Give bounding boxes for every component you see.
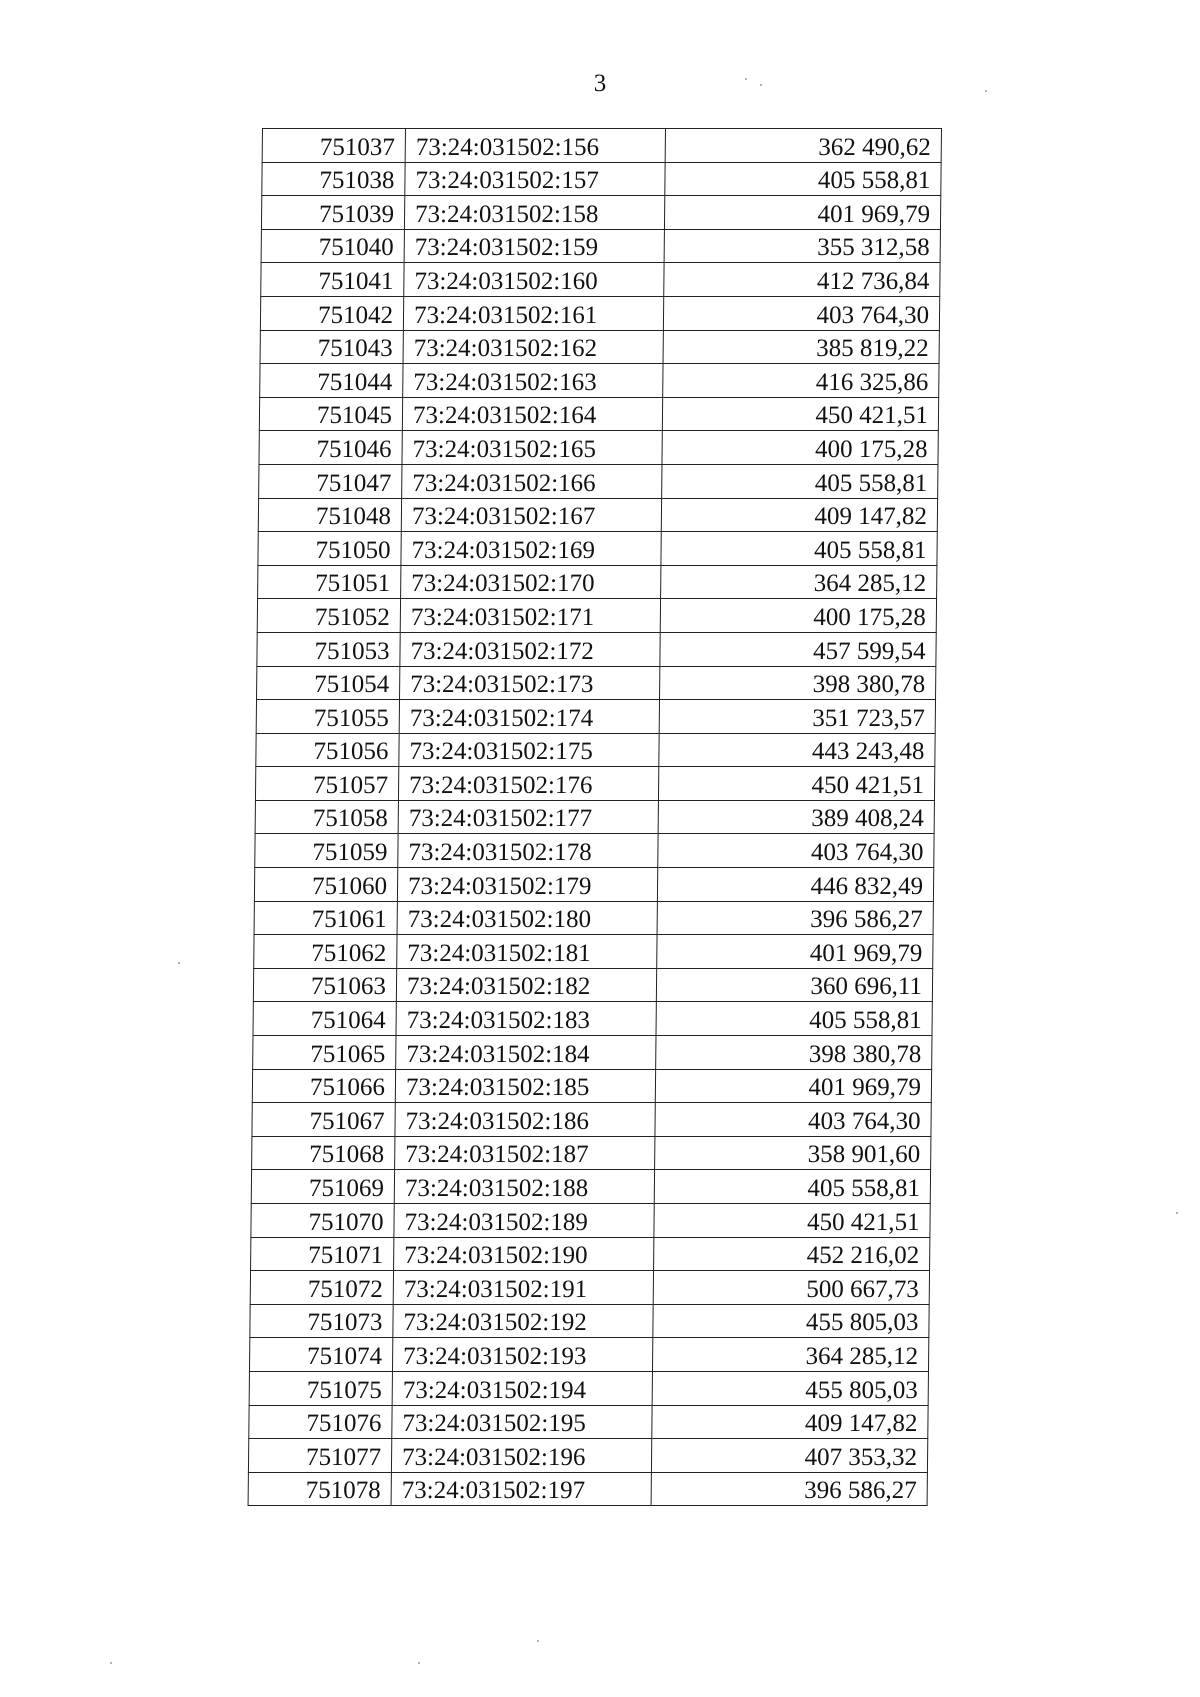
object-code-cell: 751046 xyxy=(259,431,402,465)
table-row xyxy=(261,196,940,230)
cadastral-number-cell: 73:24:031502:189 xyxy=(394,1204,654,1238)
object-code-cell: 751039 xyxy=(261,196,404,230)
table-row xyxy=(260,330,939,364)
cadastral-number-cell: 73:24:031502:187 xyxy=(395,1136,655,1170)
cadastral-number-cell: 73:24:031502:194 xyxy=(392,1371,652,1405)
object-code-cell: 751060 xyxy=(254,868,397,902)
table-row xyxy=(254,868,933,902)
object-code-cell: 751044 xyxy=(260,364,403,398)
cadastral-value-cell: 403 764,30 xyxy=(655,1103,931,1137)
cadastral-value-cell: 455 805,03 xyxy=(653,1304,929,1338)
cadastral-value-table xyxy=(248,128,942,1506)
cadastral-number-cell: 73:24:031502:169 xyxy=(401,532,661,566)
table-row xyxy=(255,767,934,801)
object-code-cell: 751065 xyxy=(253,1036,396,1070)
object-code-cell: 751073 xyxy=(250,1304,393,1338)
cadastral-number-cell: 73:24:031502:171 xyxy=(400,599,660,633)
cadastral-value-cell: 398 380,78 xyxy=(656,1036,932,1070)
scan-speck xyxy=(760,84,762,86)
table-row xyxy=(251,1170,930,1204)
table-row xyxy=(258,532,937,566)
table-row xyxy=(262,162,941,196)
table-row xyxy=(250,1271,929,1305)
cadastral-number-cell: 73:24:031502:180 xyxy=(397,901,657,935)
object-code-cell: 751064 xyxy=(253,1002,396,1036)
cadastral-number-cell: 73:24:031502:161 xyxy=(403,296,663,330)
table-row xyxy=(250,1304,929,1338)
table-row xyxy=(253,1036,932,1070)
cadastral-value-cell: 455 805,03 xyxy=(652,1371,928,1405)
cadastral-value-cell: 396 586,27 xyxy=(657,901,933,935)
table-row xyxy=(253,968,932,1002)
object-code-cell: 751052 xyxy=(257,599,400,633)
cadastral-value-cell: 403 764,30 xyxy=(663,296,939,330)
scan-speck xyxy=(985,90,987,92)
cadastral-value-cell: 401 969,79 xyxy=(664,196,940,230)
cadastral-number-cell: 73:24:031502:185 xyxy=(395,1069,655,1103)
object-code-cell: 751075 xyxy=(249,1371,392,1405)
object-code-cell: 751043 xyxy=(260,330,403,364)
cadastral-value-cell: 396 586,27 xyxy=(651,1472,927,1506)
cadastral-number-cell: 73:24:031502:163 xyxy=(403,364,663,398)
cadastral-value-cell: 405 558,81 xyxy=(654,1170,930,1204)
cadastral-value-cell: 446 832,49 xyxy=(657,868,933,902)
cadastral-number-cell: 73:24:031502:184 xyxy=(396,1036,656,1070)
table-row xyxy=(252,1069,931,1103)
page-number: 3 xyxy=(593,70,607,97)
table-row xyxy=(262,129,941,163)
cadastral-number-cell: 73:24:031502:170 xyxy=(401,565,661,599)
cadastral-number-cell: 73:24:031502:183 xyxy=(396,1002,656,1036)
table-row xyxy=(256,733,935,767)
table-row xyxy=(248,1472,927,1506)
cadastral-value-cell: 452 216,02 xyxy=(654,1237,930,1271)
cadastral-number-cell: 73:24:031502:159 xyxy=(404,229,664,263)
cadastral-number-cell: 73:24:031502:176 xyxy=(398,767,658,801)
cadastral-value-cell: 358 901,60 xyxy=(655,1136,931,1170)
object-code-cell: 751041 xyxy=(261,263,404,297)
cadastral-value-cell: 416 325,86 xyxy=(663,364,939,398)
cadastral-number-cell: 73:24:031502:175 xyxy=(399,733,659,767)
cadastral-value-cell: 364 285,12 xyxy=(661,565,937,599)
object-code-cell: 751062 xyxy=(254,935,397,969)
table-row xyxy=(259,431,938,465)
object-code-cell: 751061 xyxy=(254,901,397,935)
cadastral-value-cell: 412 736,84 xyxy=(664,263,940,297)
cadastral-value-cell: 443 243,48 xyxy=(659,733,935,767)
object-code-cell: 751038 xyxy=(262,162,405,196)
cadastral-value-cell: 360 696,11 xyxy=(656,968,932,1002)
table-row xyxy=(249,1405,928,1439)
cadastral-number-cell: 73:24:031502:162 xyxy=(403,330,663,364)
cadastral-value-cell: 398 380,78 xyxy=(660,666,936,700)
object-code-cell: 751068 xyxy=(252,1136,395,1170)
object-code-cell: 751067 xyxy=(252,1103,395,1137)
object-code-cell: 751053 xyxy=(257,632,400,666)
cadastral-value-cell: 450 421,51 xyxy=(662,397,938,431)
cadastral-value-cell: 450 421,51 xyxy=(658,767,934,801)
table-row xyxy=(259,397,938,431)
table-row xyxy=(253,1002,932,1036)
cadastral-value-cell: 401 969,79 xyxy=(655,1069,931,1103)
scan-speck xyxy=(178,962,180,964)
cadastral-value-cell: 500 667,73 xyxy=(653,1271,929,1305)
object-code-cell: 751045 xyxy=(259,397,402,431)
object-code-cell: 751048 xyxy=(258,498,401,532)
cadastral-value-cell: 409 147,82 xyxy=(661,498,937,532)
table-row xyxy=(249,1371,928,1405)
cadastral-value-cell: 385 819,22 xyxy=(663,330,939,364)
cadastral-number-cell: 73:24:031502:167 xyxy=(401,498,661,532)
table-row xyxy=(255,834,934,868)
cadastral-value-cell: 405 558,81 xyxy=(661,532,937,566)
table-row xyxy=(258,565,937,599)
table-row xyxy=(254,935,933,969)
table-row xyxy=(252,1103,931,1137)
table-row xyxy=(257,666,936,700)
cadastral-number-cell: 73:24:031502:173 xyxy=(400,666,660,700)
object-code-cell: 751050 xyxy=(258,532,401,566)
cadastral-number-cell: 73:24:031502:177 xyxy=(398,800,658,834)
object-code-cell: 751072 xyxy=(250,1271,393,1305)
cadastral-number-cell: 73:24:031502:181 xyxy=(397,935,657,969)
scan-speck xyxy=(745,78,747,80)
object-code-cell: 751056 xyxy=(256,733,399,767)
object-code-cell: 751058 xyxy=(255,800,398,834)
object-code-cell: 751037 xyxy=(262,129,405,163)
object-code-cell: 751057 xyxy=(255,767,398,801)
object-code-cell: 751063 xyxy=(253,968,396,1002)
cadastral-number-cell: 73:24:031502:193 xyxy=(392,1338,652,1372)
cadastral-number-cell: 73:24:031502:157 xyxy=(405,162,665,196)
object-code-cell: 751078 xyxy=(248,1472,391,1506)
table-row xyxy=(257,599,936,633)
scan-speck xyxy=(110,1662,112,1664)
cadastral-value-cell: 409 147,82 xyxy=(652,1405,928,1439)
cadastral-value-cell: 355 312,58 xyxy=(664,229,940,263)
cadastral-value-cell: 457 599,54 xyxy=(660,632,936,666)
object-code-cell: 751071 xyxy=(251,1237,394,1271)
cadastral-number-cell: 73:24:031502:191 xyxy=(393,1271,653,1305)
object-code-cell: 751076 xyxy=(249,1405,392,1439)
cadastral-number-cell: 73:24:031502:156 xyxy=(405,129,665,163)
cadastral-number-cell: 73:24:031502:188 xyxy=(394,1170,654,1204)
scan-speck xyxy=(537,1640,539,1642)
object-code-cell: 751040 xyxy=(261,229,404,263)
cadastral-value-cell: 450 421,51 xyxy=(654,1204,930,1238)
table-row xyxy=(249,1338,928,1372)
scan-speck xyxy=(418,1662,420,1664)
cadastral-value-cell: 401 969,79 xyxy=(657,935,933,969)
table-row xyxy=(251,1204,930,1238)
cadastral-number-cell: 73:24:031502:186 xyxy=(395,1103,655,1137)
table-row xyxy=(252,1136,931,1170)
cadastral-value-cell: 389 408,24 xyxy=(658,800,934,834)
cadastral-value-cell: 351 723,57 xyxy=(659,700,935,734)
table-body xyxy=(248,129,941,1506)
table-row xyxy=(256,700,935,734)
table-row xyxy=(260,296,939,330)
cadastral-value-cell: 407 353,32 xyxy=(651,1439,927,1473)
object-code-cell: 751074 xyxy=(249,1338,392,1372)
table-row xyxy=(259,464,938,498)
table-row xyxy=(257,632,936,666)
object-code-cell: 751047 xyxy=(259,464,402,498)
cadastral-number-cell: 73:24:031502:164 xyxy=(402,397,662,431)
cadastral-value-cell: 400 175,28 xyxy=(660,599,936,633)
cadastral-number-cell: 73:24:031502:182 xyxy=(396,968,656,1002)
cadastral-value-cell: 405 558,81 xyxy=(662,464,938,498)
table-row xyxy=(254,901,933,935)
object-code-cell: 751070 xyxy=(251,1204,394,1238)
cadastral-number-cell: 73:24:031502:160 xyxy=(404,263,664,297)
object-code-cell: 751069 xyxy=(251,1170,394,1204)
cadastral-number-cell: 73:24:031502:172 xyxy=(400,632,660,666)
cadastral-value-cell: 405 558,81 xyxy=(665,162,941,196)
cadastral-value-cell: 364 285,12 xyxy=(652,1338,928,1372)
cadastral-value-cell: 403 764,30 xyxy=(658,834,934,868)
cadastral-value-cell: 362 490,62 xyxy=(665,129,941,163)
cadastral-number-cell: 73:24:031502:174 xyxy=(399,700,659,734)
object-code-cell: 751051 xyxy=(258,565,401,599)
object-code-cell: 751054 xyxy=(257,666,400,700)
cadastral-number-cell: 73:24:031502:178 xyxy=(398,834,658,868)
table-row xyxy=(260,364,939,398)
cadastral-number-cell: 73:24:031502:165 xyxy=(402,431,662,465)
scan-speck xyxy=(1176,1212,1178,1214)
cadastral-number-cell: 73:24:031502:197 xyxy=(391,1472,651,1506)
object-code-cell: 751059 xyxy=(255,834,398,868)
object-code-cell: 751077 xyxy=(248,1439,391,1473)
table-row xyxy=(251,1237,930,1271)
cadastral-number-cell: 73:24:031502:166 xyxy=(402,464,662,498)
table-row xyxy=(258,498,937,532)
cadastral-value-cell: 400 175,28 xyxy=(662,431,938,465)
cadastral-number-cell: 73:24:031502:158 xyxy=(404,196,664,230)
cadastral-number-cell: 73:24:031502:195 xyxy=(392,1405,652,1439)
cadastral-value-cell: 405 558,81 xyxy=(656,1002,932,1036)
table-row xyxy=(248,1439,927,1473)
cadastral-number-cell: 73:24:031502:192 xyxy=(393,1304,653,1338)
object-code-cell: 751055 xyxy=(256,700,399,734)
object-code-cell: 751042 xyxy=(260,296,403,330)
table-row xyxy=(255,800,934,834)
cadastral-number-cell: 73:24:031502:179 xyxy=(397,868,657,902)
cadastral-number-cell: 73:24:031502:190 xyxy=(394,1237,654,1271)
object-code-cell: 751066 xyxy=(252,1069,395,1103)
table-row xyxy=(261,229,940,263)
cadastral-number-cell: 73:24:031502:196 xyxy=(391,1439,651,1473)
table-row xyxy=(261,263,940,297)
